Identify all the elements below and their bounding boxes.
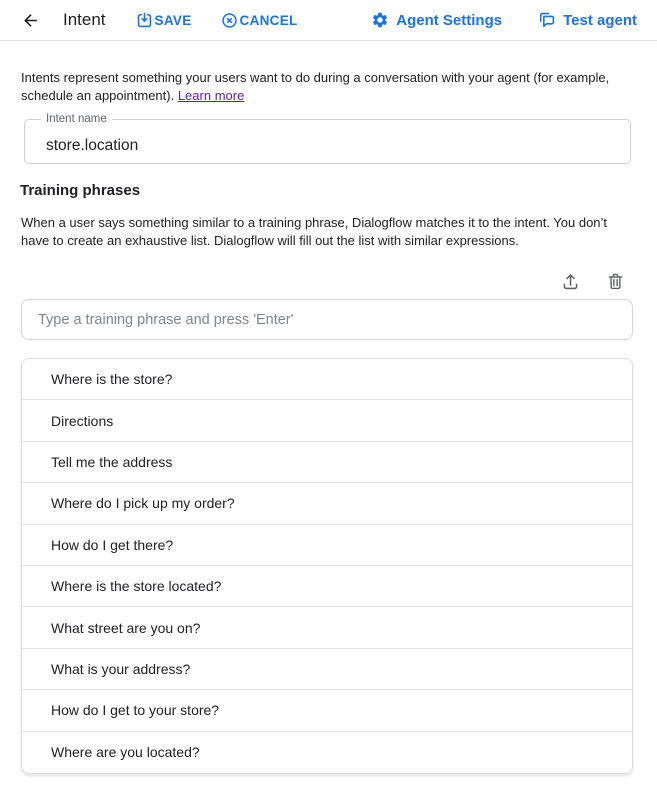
chat-bubbles-icon xyxy=(538,11,556,29)
cancel-circle-icon xyxy=(221,12,238,29)
back-button[interactable] xyxy=(19,9,41,31)
training-phrase-text: Where is the store? xyxy=(51,371,173,388)
training-phrase-row[interactable] xyxy=(22,732,632,773)
training-phrase-row[interactable] xyxy=(22,607,632,648)
page-title: Intent xyxy=(63,10,106,29)
training-phrase-row[interactable] xyxy=(22,442,632,483)
training-phrase-row[interactable] xyxy=(22,525,632,566)
training-phrase-text: Where do I pick up my order? xyxy=(51,495,235,512)
upload-phrases-button[interactable] xyxy=(560,271,580,291)
gear-icon xyxy=(371,11,389,29)
intent-name-input[interactable] xyxy=(25,120,630,163)
training-phrases-heading: Training phrases xyxy=(20,182,141,199)
arrow-back-icon xyxy=(21,11,40,30)
training-phrase-text: Where are you located? xyxy=(51,744,200,761)
training-phrase-row[interactable] xyxy=(22,690,632,731)
training-phrase-row[interactable] xyxy=(22,400,632,441)
learn-more-link[interactable]: Learn more xyxy=(177,88,245,103)
save-icon xyxy=(136,12,153,29)
training-phrases-description: When a user says something similar to a training phrase, Dialogflow matches it to the intent. You don’t have to create an exhaustive list. Dialogflow will fill out the list with similar expressions. xyxy=(21,215,608,248)
training-phrase-text: What is your address? xyxy=(51,660,191,677)
header-right-actions xyxy=(371,11,657,29)
intent-name-label: Intent name xyxy=(41,113,112,126)
save-button-label: SAVE xyxy=(154,12,192,28)
training-phrase-row[interactable] xyxy=(22,649,632,690)
cancel-button-label: CANCEL xyxy=(239,12,298,28)
save-button[interactable] xyxy=(136,12,192,29)
phrases-actions-row xyxy=(21,271,633,291)
intent-name-field xyxy=(24,113,631,164)
trash-icon xyxy=(606,272,625,291)
main-content xyxy=(0,69,657,774)
header-toolbar xyxy=(0,0,657,41)
training-phrase-text: Directions xyxy=(51,412,114,429)
delete-phrases-button[interactable] xyxy=(605,271,625,291)
agent-settings-button[interactable] xyxy=(371,11,502,29)
training-phrase-text: Tell me the address xyxy=(51,453,173,470)
training-phrase-text: How do I get to your store? xyxy=(51,702,220,719)
intent-description-text: Intents represent something your users want to do during a conversation with your agent (for example, schedule an appointment). xyxy=(21,70,610,103)
cancel-button[interactable] xyxy=(221,12,298,29)
training-phrase-row[interactable] xyxy=(22,483,632,524)
test-agent-label: Test agent xyxy=(563,11,637,29)
training-phrases-list xyxy=(21,358,633,774)
agent-settings-label: Agent Settings xyxy=(396,11,503,29)
training-phrase-text: What street are you on? xyxy=(51,619,201,636)
training-phrase-text: How do I get there? xyxy=(51,536,174,553)
training-phrase-text: Where is the store located? xyxy=(51,578,222,595)
training-phrase-row[interactable] xyxy=(22,359,632,400)
upload-icon xyxy=(561,272,580,291)
intent-description xyxy=(21,69,633,105)
training-phrase-input[interactable] xyxy=(21,299,633,340)
test-agent-button[interactable] xyxy=(538,11,637,29)
training-phrase-row[interactable] xyxy=(22,566,632,607)
